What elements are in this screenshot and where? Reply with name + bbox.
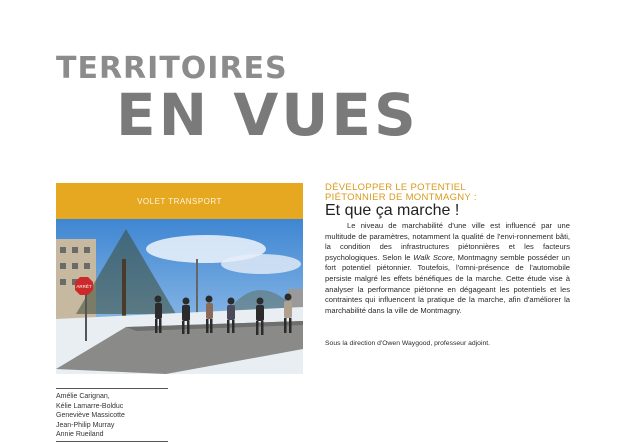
category-banner bbox=[56, 183, 303, 219]
authors-list bbox=[56, 392, 196, 440]
section-title-line1: TERRITOIRES bbox=[56, 51, 288, 86]
photo-illustration bbox=[56, 219, 303, 374]
author-name: Annie Rueiland bbox=[56, 431, 104, 438]
author-name: Geneviève Massicotte bbox=[56, 412, 125, 419]
article-paragraph bbox=[325, 221, 570, 316]
body-italic-term: Walk Score bbox=[413, 252, 453, 262]
article-body bbox=[325, 221, 570, 316]
article-photo bbox=[56, 219, 303, 374]
stop-sign-text: ARRÊT bbox=[76, 284, 92, 289]
body-text-part: , Montmagny semble posséder un fort potentiel piétonnier. Toutefois, l'omni-présence de l'automobile persiste malgré les effets bénéfiques de la marche. Cette étude vise à analyser la performance piétonne en dégageant les potentiels et les contraintes qui influencent la pratique de la marche, afin d'améliorer la marchabilité dans la ville de Montmagny. bbox=[325, 252, 571, 315]
kicker-line: DÉVELOPPER LE POTENTIEL bbox=[325, 182, 466, 193]
author-name: Kélie Lamarre-Bolduc bbox=[56, 402, 124, 410]
authors-divider-top bbox=[56, 388, 168, 389]
body-text-part: Le niveau de marchabilité d'une ville est influencé par une multitude de paramètres, notamment la qualité de l'envi-ronnement bâti, la condition des infrastructures piétonnières et les facteurs psychologiques. Selon le bbox=[325, 221, 570, 262]
supervisor-credit: Sous la direction d'Owen Waygood, professeur adjoint. bbox=[325, 340, 491, 347]
author-name: Amélie Carignan, bbox=[56, 393, 110, 400]
category-label: VOLET TRANSPORT bbox=[137, 196, 222, 206]
section-title-line2: EN VUES bbox=[116, 81, 419, 149]
article-headline: Et que ça marche ! bbox=[325, 202, 460, 219]
authors-divider-bottom bbox=[56, 441, 168, 442]
author-name: Jean-Philip Murray bbox=[56, 421, 115, 429]
kicker-line: PIÉTONNIER DE MONTMAGNY : bbox=[325, 192, 477, 203]
article-kicker bbox=[325, 183, 477, 203]
